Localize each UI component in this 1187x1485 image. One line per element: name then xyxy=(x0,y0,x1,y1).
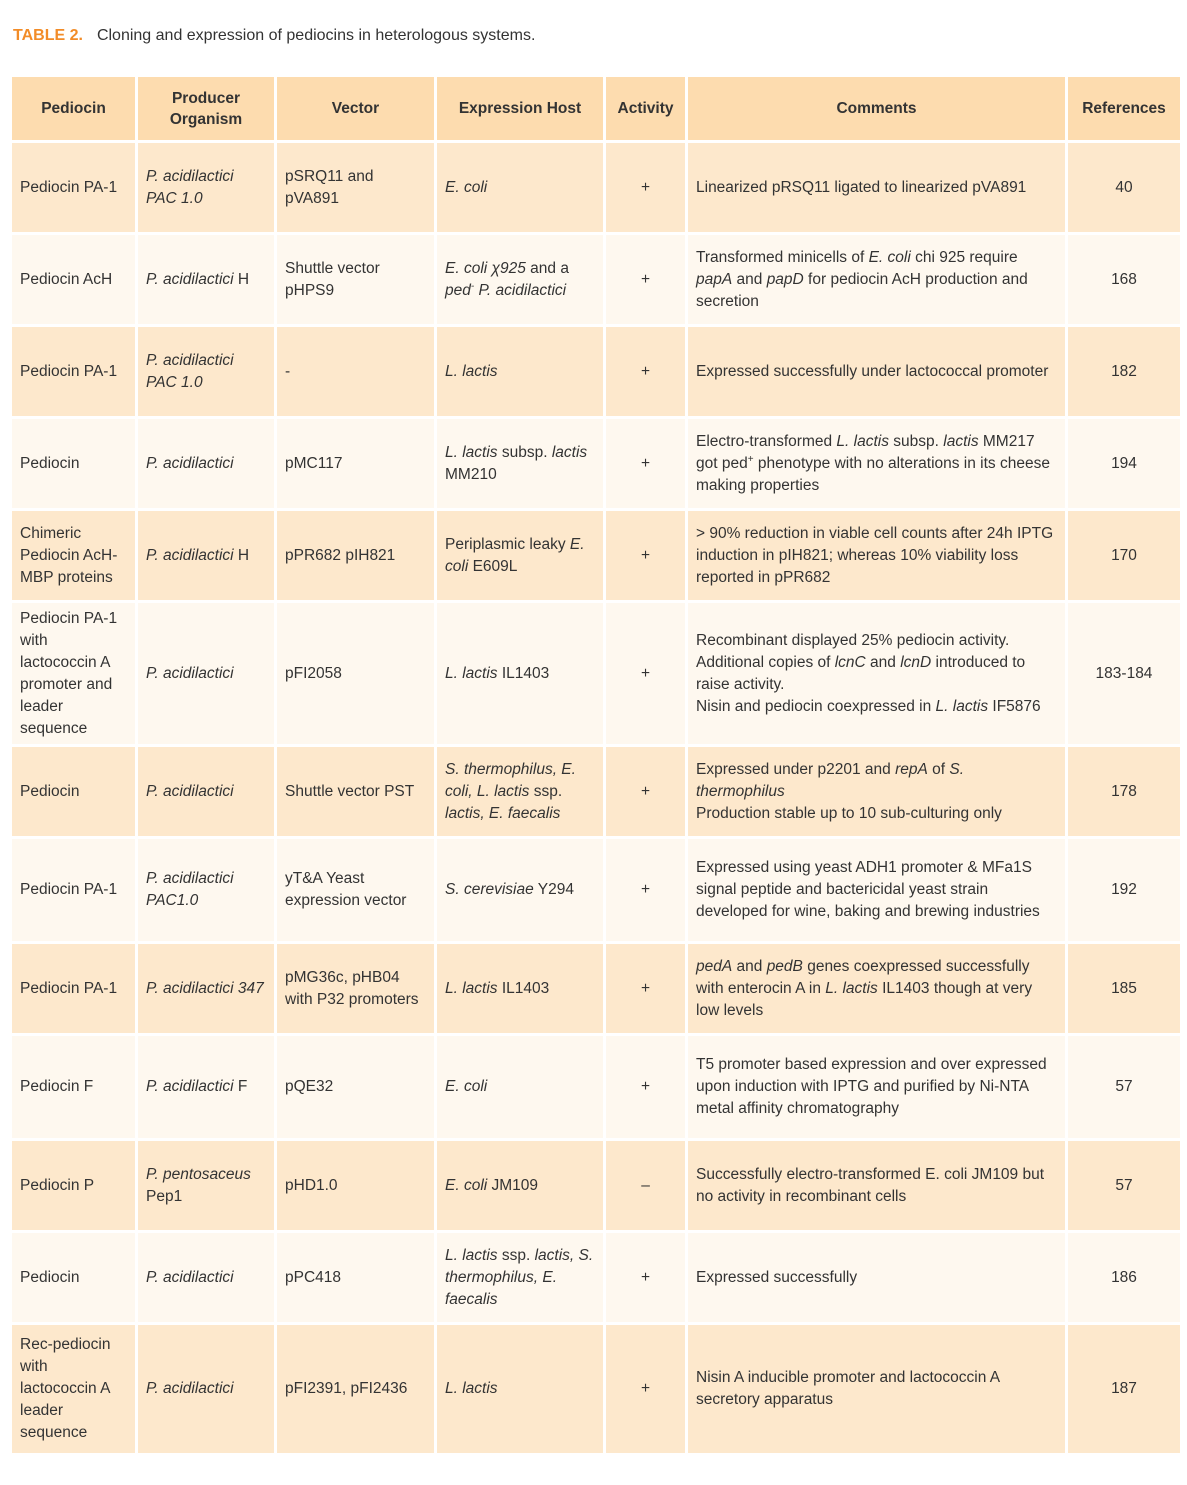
cell-pediocin: Pediocin P xyxy=(12,1141,135,1230)
cell-host: E. coli JM109 xyxy=(437,1141,603,1230)
pediocin-table xyxy=(9,74,1183,1456)
column-header-pediocin: Pediocin xyxy=(12,77,135,140)
cell-pediocin: Pediocin PA-1 xyxy=(12,327,135,416)
cell-activity: + xyxy=(606,235,685,324)
table-caption xyxy=(13,27,535,45)
cell-comments: Recombinant displayed 25% pediocin activity. Additional copies of lcnC and lcnD introduced to raise activity. Nisin and pediocin coexpressed in L. lactis IF5876 xyxy=(688,603,1065,744)
cell-activity: + xyxy=(606,327,685,416)
cell-pediocin: Pediocin xyxy=(12,419,135,508)
cell-organism: P. acidilactici xyxy=(138,1325,274,1453)
table-row xyxy=(12,511,1180,600)
cell-vector: pPR682 pIH821 xyxy=(277,511,434,600)
table-row xyxy=(12,747,1180,836)
cell-pediocin: Pediocin PA-1 xyxy=(12,839,135,941)
cell-vector: pSRQ11 and pVA891 xyxy=(277,143,434,232)
cell-vector: pMG36c, pHB04 with P32 promoters xyxy=(277,944,434,1033)
cell-organism: P. acidilactici xyxy=(138,747,274,836)
cell-reference: 182 xyxy=(1068,327,1180,416)
table-row xyxy=(12,1141,1180,1230)
cell-activity: + xyxy=(606,143,685,232)
cell-activity: + xyxy=(606,419,685,508)
cell-pediocin: Rec-pediocin with lactococcin A leader sequence xyxy=(12,1325,135,1453)
table-row xyxy=(12,1325,1180,1453)
cell-comments: > 90% reduction in viable cell counts after 24h IPTG induction in pIH821; whereas 10% viability loss reported in pPR682 xyxy=(688,511,1065,600)
cell-pediocin: Pediocin AcH xyxy=(12,235,135,324)
cell-reference: 170 xyxy=(1068,511,1180,600)
table-number: TABLE 2. xyxy=(13,27,83,44)
cell-pediocin: Pediocin PA-1 xyxy=(12,143,135,232)
column-header-comments: Comments xyxy=(688,77,1065,140)
column-header-expression-host: Expression Host xyxy=(437,77,603,140)
cell-activity: – xyxy=(606,1141,685,1230)
cell-host: S. cerevisiae Y294 xyxy=(437,839,603,941)
cell-host: E. coli χ925 and a ped- P. acidilactici xyxy=(437,235,603,324)
cell-pediocin: Chimeric Pediocin AcH-MBP proteins xyxy=(12,511,135,600)
table-row xyxy=(12,327,1180,416)
cell-organism: P. acidilactici 347 xyxy=(138,944,274,1033)
cell-comments: Transformed minicells of E. coli chi 925 require papA and papD for pediocin AcH production and secretion xyxy=(688,235,1065,324)
cell-activity: + xyxy=(606,603,685,744)
cell-comments: pedA and pedB genes coexpressed successfully with enterocin A in L. lactis IL1403 though at very low levels xyxy=(688,944,1065,1033)
cell-comments: Electro-transformed L. lactis subsp. lactis MM217 got ped+ phenotype with no alterations in its cheese making properties xyxy=(688,419,1065,508)
cell-activity: + xyxy=(606,944,685,1033)
cell-vector: pFI2058 xyxy=(277,603,434,744)
cell-organism: P. acidilactici F xyxy=(138,1036,274,1138)
cell-activity: + xyxy=(606,511,685,600)
column-header-references: References xyxy=(1068,77,1180,140)
cell-vector: pPC418 xyxy=(277,1233,434,1322)
cell-comments: T5 promoter based expression and over expressed upon induction with IPTG and purified by Ni-NTA metal affinity chromatography xyxy=(688,1036,1065,1138)
cell-reference: 183-184 xyxy=(1068,603,1180,744)
cell-organism: P. acidilactici H xyxy=(138,511,274,600)
cell-activity: + xyxy=(606,1233,685,1322)
cell-vector: - xyxy=(277,327,434,416)
table-row xyxy=(12,235,1180,324)
cell-reference: 40 xyxy=(1068,143,1180,232)
table-row xyxy=(12,603,1180,744)
cell-comments: Expressed under p2201 and repA of S. thermophilus Production stable up to 10 sub-culturing only xyxy=(688,747,1065,836)
table-row xyxy=(12,944,1180,1033)
cell-reference: 194 xyxy=(1068,419,1180,508)
cell-activity: + xyxy=(606,1325,685,1453)
cell-vector: pFI2391, pFI2436 xyxy=(277,1325,434,1453)
table-row xyxy=(12,143,1180,232)
cell-vector: pHD1.0 xyxy=(277,1141,434,1230)
table-row xyxy=(12,419,1180,508)
cell-host: S. thermophilus, E. coli, L. lactis ssp. lactis, E. faecalis xyxy=(437,747,603,836)
cell-reference: 57 xyxy=(1068,1141,1180,1230)
cell-comments: Expressed successfully xyxy=(688,1233,1065,1322)
cell-host: L. lactis xyxy=(437,1325,603,1453)
cell-pediocin: Pediocin xyxy=(12,1233,135,1322)
cell-organism: P. acidilactici PAC1.0 xyxy=(138,839,274,941)
cell-reference: 187 xyxy=(1068,1325,1180,1453)
cell-organism: P. acidilactici xyxy=(138,603,274,744)
cell-vector: yT&A Yeast expression vector xyxy=(277,839,434,941)
cell-vector: pMC117 xyxy=(277,419,434,508)
cell-host: Periplasmic leaky E. coli E609L xyxy=(437,511,603,600)
column-header-producer-organism: Producer Organism xyxy=(138,77,274,140)
cell-activity: + xyxy=(606,747,685,836)
cell-host: E. coli xyxy=(437,143,603,232)
column-header-activity: Activity xyxy=(606,77,685,140)
cell-pediocin: Pediocin F xyxy=(12,1036,135,1138)
cell-comments: Linearized pRSQ11 ligated to linearized pVA891 xyxy=(688,143,1065,232)
cell-host: L. lactis IL1403 xyxy=(437,944,603,1033)
cell-comments: Successfully electro-transformed E. coli JM109 but no activity in recombinant cells xyxy=(688,1141,1065,1230)
table-title: Cloning and expression of pediocins in heterologous systems. xyxy=(96,27,536,44)
cell-reference: 168 xyxy=(1068,235,1180,324)
cell-host: E. coli xyxy=(437,1036,603,1138)
cell-reference: 178 xyxy=(1068,747,1180,836)
cell-reference: 192 xyxy=(1068,839,1180,941)
cell-organism: P. acidilactici xyxy=(138,1233,274,1322)
cell-organism: P. acidilactici H xyxy=(138,235,274,324)
cell-activity: + xyxy=(606,839,685,941)
cell-vector: Shuttle vector pHPS9 xyxy=(277,235,434,324)
cell-host: L. lactis subsp. lactis MM210 xyxy=(437,419,603,508)
cell-host: L. lactis IL1403 xyxy=(437,603,603,744)
table-row xyxy=(12,1233,1180,1322)
table-row xyxy=(12,1036,1180,1138)
cell-comments: Expressed successfully under lactococcal promoter xyxy=(688,327,1065,416)
cell-organism: P. acidilactici xyxy=(138,419,274,508)
cell-vector: Shuttle vector PST xyxy=(277,747,434,836)
cell-activity: + xyxy=(606,1036,685,1138)
cell-host: L. lactis ssp. lactis, S. thermophilus, E. faecalis xyxy=(437,1233,603,1322)
table-header-row xyxy=(12,77,1180,140)
cell-host: L. lactis xyxy=(437,327,603,416)
cell-comments: Expressed using yeast ADH1 promoter & MFa1S signal peptide and bactericidal yeast strain developed for wine, baking and brewing industries xyxy=(688,839,1065,941)
cell-organism: P. acidilactici PAC 1.0 xyxy=(138,327,274,416)
column-header-vector: Vector xyxy=(277,77,434,140)
cell-pediocin: Pediocin xyxy=(12,747,135,836)
cell-vector: pQE32 xyxy=(277,1036,434,1138)
cell-pediocin: Pediocin PA-1 with lactococcin A promoter and leader sequence xyxy=(12,603,135,744)
cell-reference: 186 xyxy=(1068,1233,1180,1322)
table-row xyxy=(12,839,1180,941)
cell-reference: 185 xyxy=(1068,944,1180,1033)
cell-pediocin: Pediocin PA-1 xyxy=(12,944,135,1033)
cell-comments: Nisin A inducible promoter and lactococcin A secretory apparatus xyxy=(688,1325,1065,1453)
cell-organism: P. acidilactici PAC 1.0 xyxy=(138,143,274,232)
cell-reference: 57 xyxy=(1068,1036,1180,1138)
cell-organism: P. pentosaceus Pep1 xyxy=(138,1141,274,1230)
